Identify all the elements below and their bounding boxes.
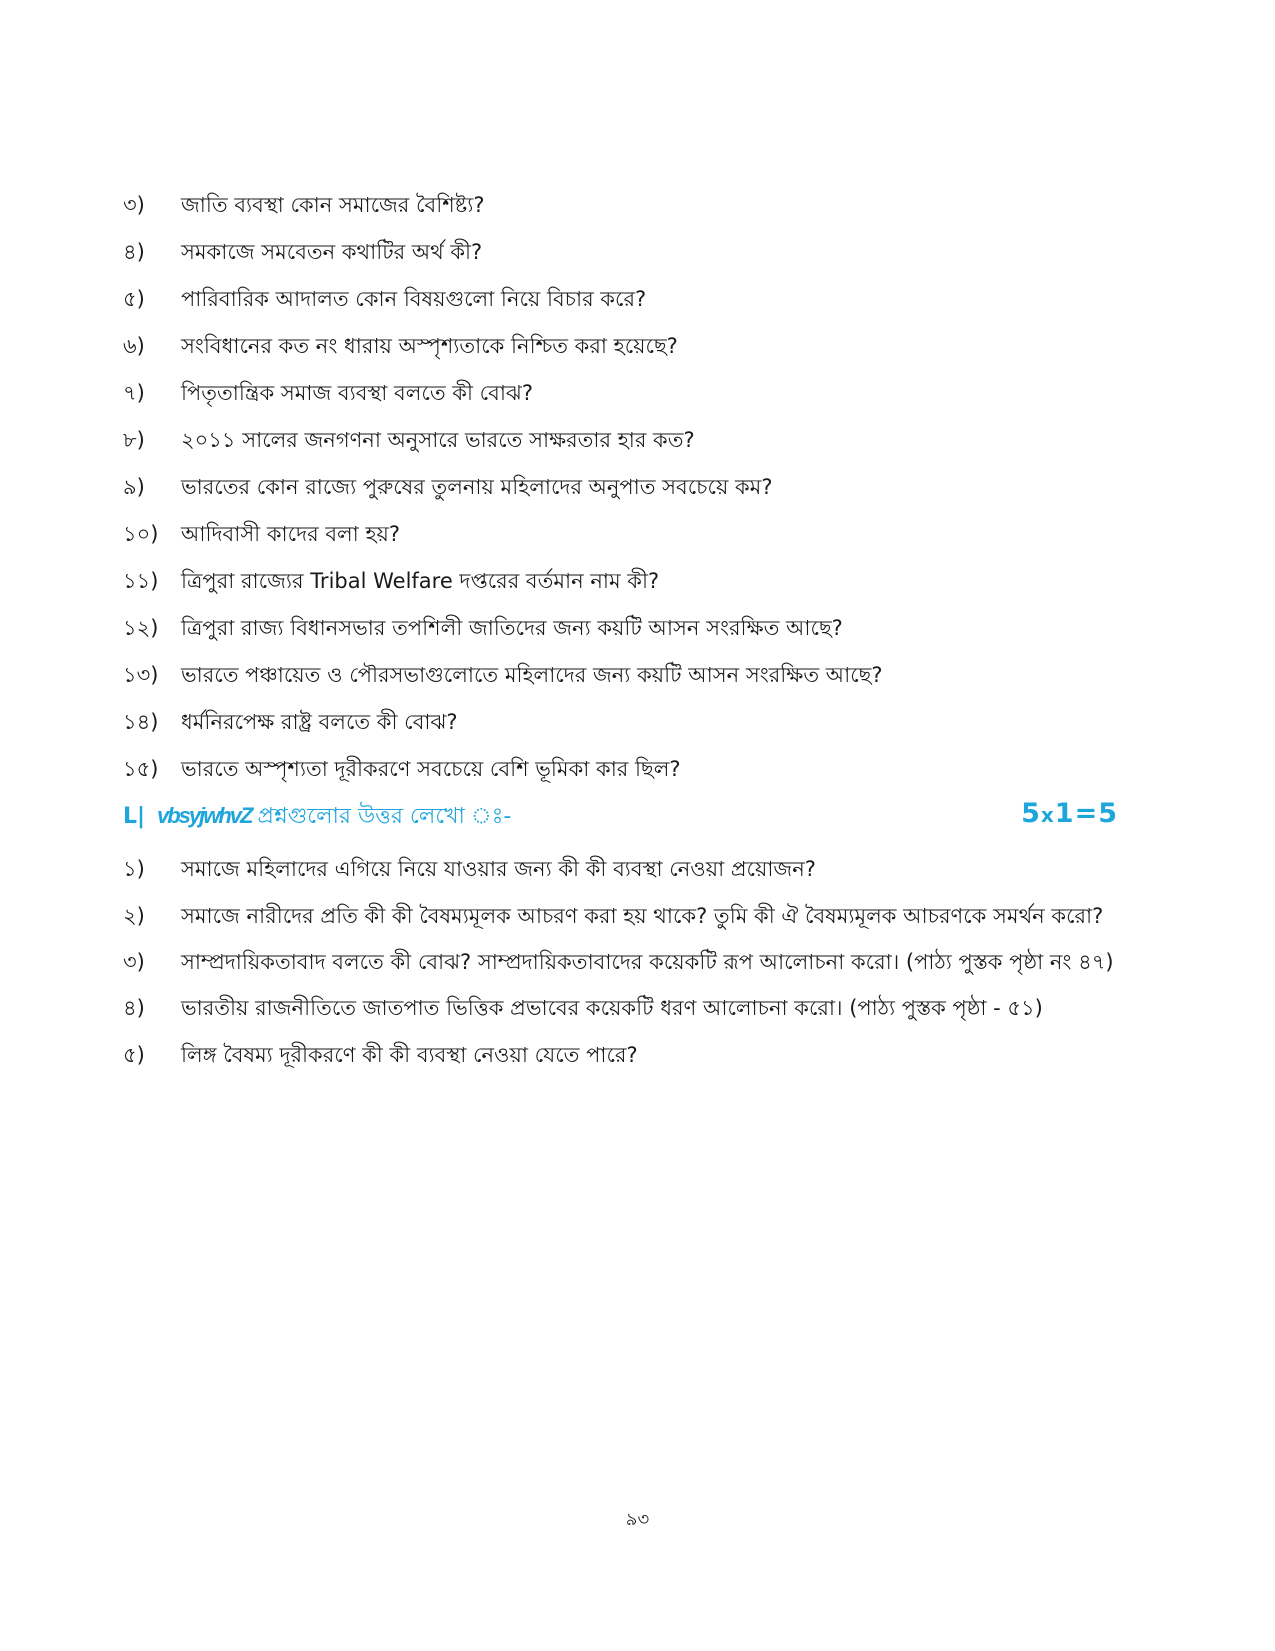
question-item [123, 658, 1123, 705]
section-heading [123, 798, 1118, 834]
question-number: ১৪) [123, 710, 159, 734]
question-number: ১৫) [123, 757, 159, 781]
question-item [123, 235, 1123, 282]
question-item [123, 470, 1123, 517]
question-number: ৭) [123, 381, 145, 405]
question-text: ভারতে অস্পৃশ্যতা দূরীকরণে সবচেয়ে বেশি ভূমিকা কার ছিল? [181, 757, 681, 781]
question-number: ৮) [123, 428, 145, 452]
question-number: ১২) [123, 616, 159, 640]
question-text: পারিবারিক আদালত কোন বিষয়গুলো নিয়ে বিচার করে? [181, 287, 647, 311]
question-item [123, 945, 1123, 979]
section-marker: L| [123, 804, 146, 829]
question-number: ৫) [123, 287, 145, 311]
question-number: ৫) [123, 1043, 145, 1067]
question-text: সমকাজে সমবেতন কথাটির অর্থ কী? [181, 240, 483, 264]
question-item [123, 329, 1123, 376]
question-text: সংবিধানের কত নং ধারায় অস্পৃশ্যতাকে নিশ্চিত করা হয়েছে? [181, 334, 678, 358]
section-title: প্রশ্নগুলোর উত্তর লেখো ঃ- [257, 804, 512, 829]
question-number: ৯) [123, 475, 145, 499]
question-item [123, 1038, 1123, 1073]
question-text: সমাজে নারীদের প্রতি কী কী বৈষম্যমূলক আচরণ করা হয় থাকে? তুমি কী ঐ বৈষম্যমূলক আচরণকে সমর্থন করো? [181, 904, 1104, 928]
marks-count: 5 [1021, 798, 1041, 829]
question-number: ১৩) [123, 663, 159, 687]
question-text: ভারতীয় রাজনীতিতে জাতপাত ভিত্তিক প্রভাবের কয়েকটি ধরণ আলোচনা করো। (পাঠ্য পুস্তক পৃষ্ঠা - ৫১) [181, 996, 1043, 1020]
question-item [123, 899, 1123, 933]
short-question-list [123, 188, 1123, 799]
marks-times: x [1040, 803, 1055, 827]
page-number: ৯৩ [625, 1509, 650, 1530]
section-marks [1021, 796, 1118, 833]
question-item [123, 517, 1123, 564]
question-item [123, 752, 1123, 799]
question-item [123, 282, 1123, 329]
marks-total: 1=5 [1054, 798, 1118, 829]
question-text: ২০১১ সালের জনগণনা অনুসারে ভারতে সাক্ষরতার হার কত? [181, 428, 695, 452]
question-text: ধর্মনিরপেক্ষ রাষ্ট্র বলতে কী বোঝ? [181, 710, 458, 734]
question-text: ত্রিপুরা রাজ্য বিধানসভার তপশিলী জাতিদের জন্য কয়টি আসন সংরক্ষিত আছে? [181, 616, 843, 640]
question-number: ১০) [123, 522, 159, 546]
question-number: ৩) [123, 950, 145, 974]
question-item [123, 611, 1123, 658]
question-number: ১) [123, 857, 145, 881]
question-item [123, 991, 1123, 1026]
question-item [123, 705, 1123, 752]
question-item [123, 852, 1123, 887]
question-item [123, 376, 1123, 423]
question-number: ৬) [123, 334, 145, 358]
question-item [123, 564, 1123, 611]
question-text: ভারতে পঞ্চায়েত ও পৌরসভাগুলোতে মহিলাদের জন্য কয়টি আসন সংরক্ষিত আছে? [181, 663, 883, 687]
question-text: লিঙ্গ বৈষম্য দূরীকরণে কী কী ব্যবস্থা নেওয়া যেতে পারে? [181, 1043, 638, 1067]
question-number: ৪) [123, 240, 145, 264]
question-number: ৪) [123, 996, 145, 1020]
question-text: ভারতের কোন রাজ্যে পুরুষের তুলনায় মহিলাদের অনুপাত সবচেয়ে কম? [181, 475, 773, 499]
question-item [123, 188, 1123, 235]
question-item [123, 423, 1123, 470]
long-question-list [123, 852, 1123, 1085]
question-text: সাম্প্রদায়িকতাবাদ বলতে কী বোঝ? সাম্প্রদায়িকতাবাদের কয়েকটি রূপ আলোচনা করো। (পাঠ্য পুস্তক পৃষ্ঠা নং ৪৭) [181, 950, 1114, 974]
question-text: পিতৃতান্ত্রিক সমাজ ব্যবস্থা বলতে কী বোঝ? [181, 381, 533, 405]
question-text: জাতি ব্যবস্থা কোন সমাজের বৈশিষ্ট্য? [181, 193, 485, 217]
section-garbled-text: vbsyjwhvZ [157, 803, 252, 828]
question-number: ২) [123, 904, 145, 928]
question-number: ৩) [123, 193, 145, 217]
question-text: সমাজে মহিলাদের এগিয়ে নিয়ে যাওয়ার জন্য কী কী ব্যবস্থা নেওয়া প্রয়োজন? [181, 857, 816, 881]
question-number: ১১) [123, 569, 159, 593]
question-text: ত্রিপুরা রাজ্যের Tribal Welfare দপ্তরের বর্তমান নাম কী? [181, 569, 660, 593]
question-text: আদিবাসী কাদের বলা হয়? [181, 522, 400, 546]
